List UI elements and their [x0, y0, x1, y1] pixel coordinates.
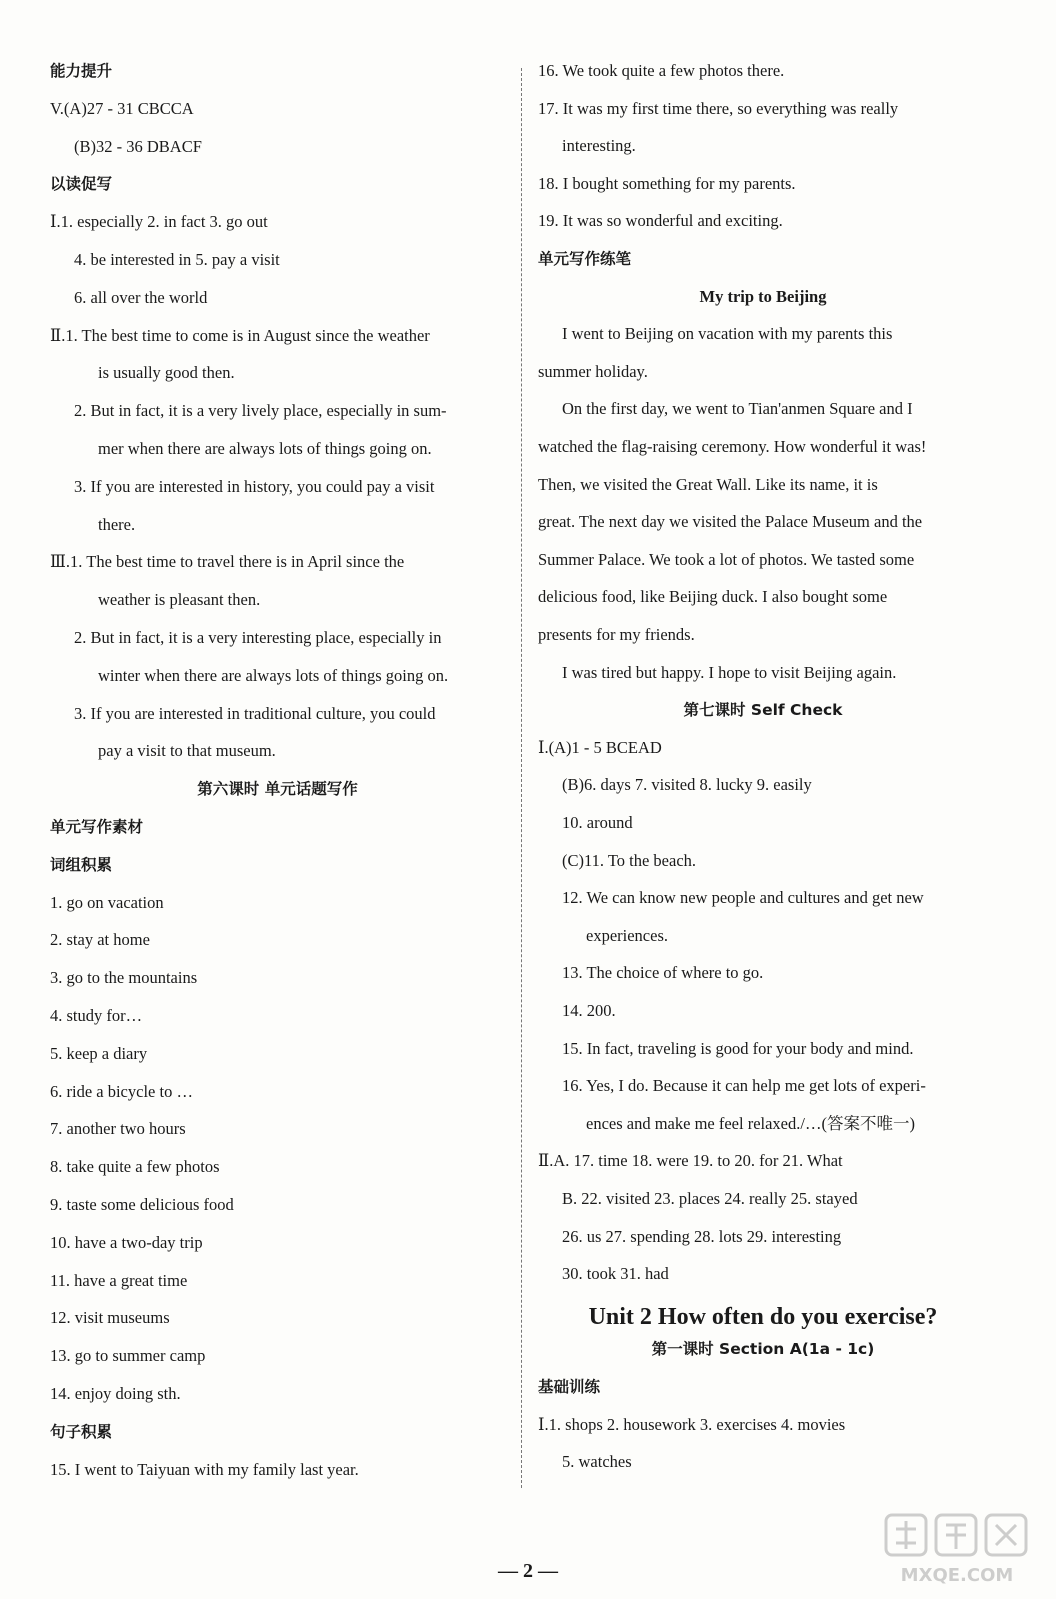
right-column-line: watched the flag-raising ceremony. How wonderful it was!: [538, 437, 927, 456]
left-column-line: 12. visit museums: [50, 1308, 170, 1328]
right-column-line: 单元写作练笔: [538, 250, 632, 268]
right-column-line: Summer Palace. We took a lot of photos. We tasted some: [538, 549, 915, 569]
right-column-line: B. 22. visited 23. places 24. really 25. stayed: [562, 1189, 858, 1208]
right-column-line: presents for my friends.: [538, 625, 695, 644]
left-column-line: winter when there are always lots of things going on.: [98, 665, 449, 685]
column-divider: [521, 68, 522, 1488]
left-column-line: 2. stay at home: [50, 930, 150, 950]
left-column-line: Ⅲ.1. The best time to travel there is in April since the: [50, 552, 405, 572]
right-column-line: 基础训练: [538, 1378, 601, 1396]
right-column-line: interesting.: [562, 136, 636, 156]
watermark-logo-icon: [882, 1511, 1032, 1589]
page-number: — 2 —: [498, 1560, 558, 1582]
right-column-line: 26. us 27. spending 28. lots 29. interesting: [562, 1226, 842, 1246]
left-column-line: there.: [98, 514, 136, 534]
right-column-line: summer holiday.: [538, 361, 648, 381]
right-column-line: delicious food, like Beijing duck. I also bought some: [538, 587, 888, 607]
left-column-line: 4. study for…: [50, 1006, 143, 1025]
left-column-line: 5. keep a diary: [50, 1043, 148, 1063]
left-column-line: 词组积累: [50, 855, 113, 874]
watermark-text: MXQE.COM: [900, 1565, 1014, 1586]
right-column-line: 30. took 31. had: [562, 1264, 669, 1284]
left-column-line: 以读促写: [50, 175, 113, 194]
left-column-line: 1. go on vacation: [50, 892, 164, 912]
right-column-line: 12. We can know new people and cultures and get new: [562, 888, 924, 908]
left-column-line: 句子积累: [50, 1422, 113, 1441]
right-column-line: 17. It was my first time there, so everything was really: [538, 98, 899, 118]
left-column-line: 2. But in fact, it is a very interesting place, especially in: [74, 628, 442, 647]
right-column-line: (C)11. To the beach.: [562, 850, 697, 870]
right-column-line: 16. Yes, I do. Because it can help me get lots of experi-: [562, 1076, 926, 1096]
right-column-line: Ⅱ.A. 17. time 18. were 19. to 20. for 21. What: [538, 1151, 843, 1171]
right-column-line: (B)6. days 7. visited 8. lucky 9. easily: [562, 775, 812, 795]
right-column-line: My trip to Beijing: [699, 286, 827, 306]
left-column-line: 3. If you are interested in history, you could pay a visit: [74, 476, 435, 496]
right-column-line: 15. In fact, traveling is good for your body and mind.: [562, 1038, 914, 1058]
right-column-line: On the first day, we went to Tian'anmen Square and I: [562, 399, 913, 419]
right-column-line: 第一课时 Section A(1a - 1c): [651, 1340, 875, 1359]
left-column-line: 11. have a great time: [50, 1270, 188, 1290]
right-column-line: great. The next day we visited the Palace Museum and the: [538, 512, 923, 532]
right-column-line: 18. I bought something for my parents.: [538, 173, 796, 193]
left-column-line: 3. go to the mountains: [50, 968, 198, 988]
right-column-line: 5. watches: [562, 1452, 632, 1472]
left-column-line: 13. go to summer camp: [50, 1346, 206, 1366]
left-column-line: 6. all over the world: [74, 287, 208, 307]
left-column-line: 6. ride a bicycle to …: [50, 1081, 193, 1101]
left-column-line: 4. be interested in 5. pay a visit: [74, 250, 280, 269]
right-column-line: 16. We took quite a few photos there.: [538, 61, 785, 80]
right-column-line: Unit 2 How often do you exercise?: [588, 1303, 938, 1330]
left-column-line: 3. If you are interested in traditional culture, you could: [74, 703, 436, 723]
left-column-line: mer when there are always lots of things going on.: [98, 439, 432, 458]
left-column-line: (B)32 - 36 DBACF: [74, 136, 202, 156]
right-column-line: Ⅰ.(A)1 - 5 BCEAD: [538, 737, 662, 757]
left-column-line: is usually good then.: [98, 363, 235, 383]
right-column-line: 14. 200.: [562, 1001, 616, 1020]
left-column-line: 7. another two hours: [50, 1119, 186, 1139]
left-column-line: 单元写作素材: [50, 818, 144, 836]
right-column-line: ences and make me feel relaxed./…(答案不唯一): [586, 1113, 915, 1133]
right-column-line: 10. around: [562, 813, 633, 832]
left-column-line: 8. take quite a few photos: [50, 1157, 220, 1177]
left-column-line: 能力提升: [50, 62, 113, 80]
left-column-line: 15. I went to Taiyuan with my family last year.: [50, 1459, 359, 1479]
right-column-line: 第七课时 Self Check: [683, 701, 843, 720]
left-column-line: 第六课时 单元话题写作: [197, 780, 358, 799]
right-column-line: I was tired but happy. I hope to visit Beijing again.: [562, 662, 897, 682]
right-column-line: Then, we visited the Great Wall. Like its name, it is: [538, 474, 878, 494]
left-column-line: Ⅱ.1. The best time to come is in August since the weather: [50, 325, 430, 345]
left-column-line: Ⅰ.1. especially 2. in fact 3. go out: [50, 212, 268, 232]
right-column-line: Ⅰ.1. shops 2. housework 3. exercises 4. movies: [538, 1414, 846, 1434]
left-column-line: 10. have a two-day trip: [50, 1232, 203, 1252]
left-column-line: 14. enjoy doing sth.: [50, 1384, 181, 1403]
right-column-line: I went to Beijing on vacation with my parents this: [562, 324, 893, 344]
left-column-line: V.(A)27 - 31 CBCCA: [50, 98, 194, 118]
left-column-line: 9. taste some delicious food: [50, 1195, 234, 1214]
left-column-line: weather is pleasant then.: [98, 590, 261, 610]
left-column-line: pay a visit to that museum.: [98, 741, 276, 761]
right-column-line: experiences.: [586, 925, 668, 945]
left-column-line: 2. But in fact, it is a very lively place, especially in sum-: [74, 401, 447, 421]
right-column-line: 19. It was so wonderful and exciting.: [538, 211, 783, 231]
right-column-line: 13. The choice of where to go.: [562, 963, 764, 983]
